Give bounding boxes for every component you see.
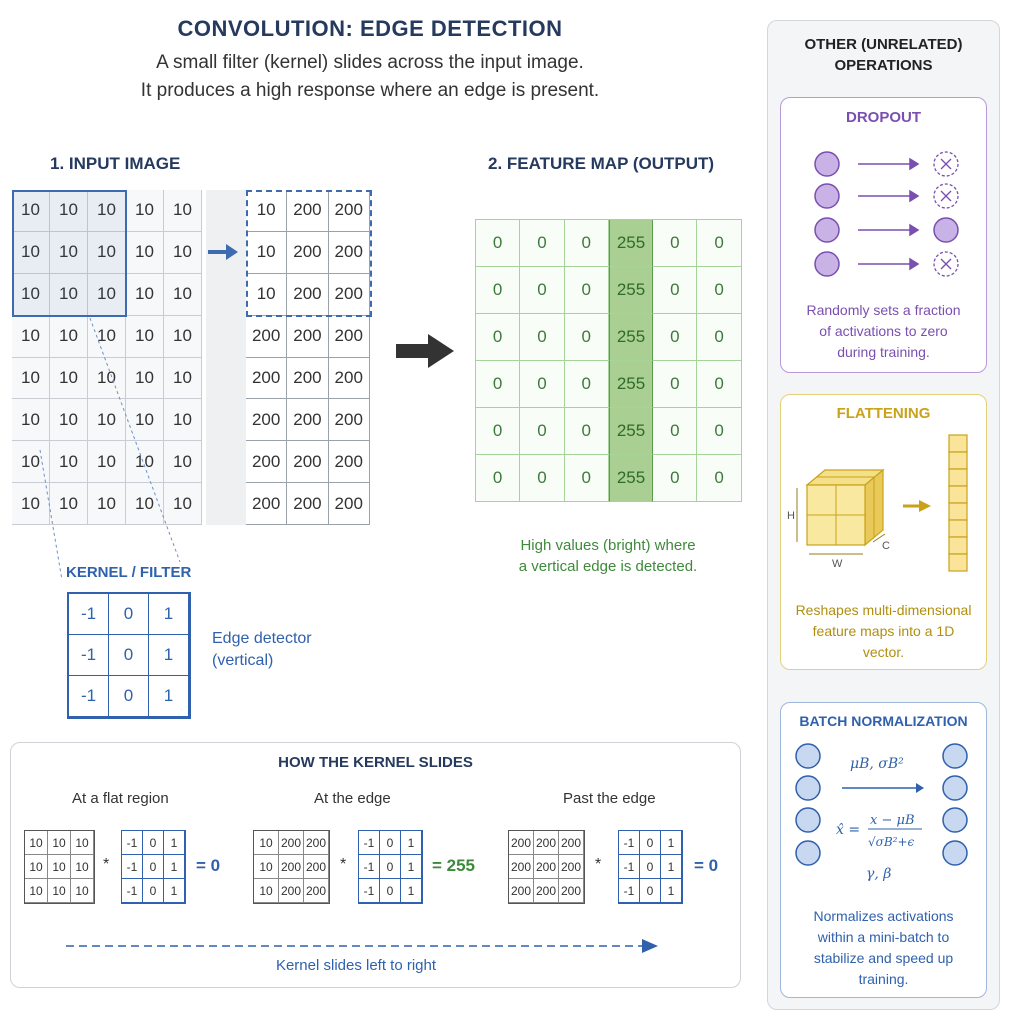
patch-value: 200 [304, 831, 329, 855]
dropout-diagram [810, 148, 965, 283]
step-label-flat: At a flat region [72, 790, 169, 807]
mini-kernel-value: 1 [164, 879, 185, 903]
mini-kernel-value: 1 [661, 855, 682, 879]
mini-kernel-value: -1 [359, 855, 380, 879]
input-pixel: 10 [164, 483, 202, 525]
batchnorm-desc-line-3: stabilize and speed up [813, 950, 954, 966]
kernel-grid [67, 592, 191, 719]
input-pixel: 10 [164, 441, 202, 483]
input-pixel: 10 [88, 232, 126, 274]
input-pixel: 200 [287, 190, 328, 232]
mini-kernel-value: 0 [143, 879, 164, 903]
patch-edge [253, 830, 330, 904]
flattening-diagram [785, 430, 980, 580]
feature-value-edge: 255 [609, 455, 653, 502]
result-edge: = 255 [432, 856, 476, 875]
batchnorm-desc-line-4: training. [858, 971, 909, 987]
patch-value: 200 [279, 855, 304, 879]
feature-value: 0 [520, 408, 564, 455]
patch-value: 200 [559, 831, 584, 855]
mini-kernel-value: 1 [401, 831, 422, 855]
sliding-footer: Kernel slides left to right [275, 957, 437, 974]
kernel-note-line-1: Edge detector [212, 630, 312, 647]
input-pixel: 10 [88, 274, 126, 316]
mini-kernel-value: 1 [401, 879, 422, 903]
patch-value: 10 [25, 831, 48, 855]
kernel-value: -1 [69, 594, 109, 635]
flattening-title: FLATTENING [836, 405, 931, 422]
input-pixel: 10 [12, 232, 50, 274]
feature-value-edge: 255 [609, 361, 653, 408]
input-pixel: 200 [329, 399, 370, 441]
feature-value: 0 [520, 220, 564, 267]
input-pixel: 10 [50, 316, 88, 358]
patch-value: 10 [71, 831, 94, 855]
batchnorm-formula-top: μB, σB² [850, 756, 904, 772]
kernel-value: 0 [109, 676, 149, 717]
feature-value: 0 [476, 267, 520, 314]
sidebar-heading-line-2: OPERATIONS [834, 57, 933, 74]
input-pixel: 10 [12, 358, 50, 400]
input-pixel: 10 [50, 274, 88, 316]
input-pixel: 10 [164, 358, 202, 400]
input-pixel: 10 [50, 358, 88, 400]
patch-value: 200 [534, 855, 559, 879]
feature-value: 0 [565, 314, 609, 361]
patch-value: 10 [71, 855, 94, 879]
mini-kernel-value: -1 [122, 855, 143, 879]
mini-kernel-value: -1 [122, 831, 143, 855]
feature-map-heading: 2. FEATURE MAP (OUTPUT) [488, 154, 715, 173]
mini-kernel-value: 0 [640, 831, 661, 855]
dropout-desc-line-3: during training. [837, 344, 930, 360]
feature-value: 0 [520, 455, 564, 502]
page-title: CONVOLUTION: EDGE DETECTION [177, 16, 563, 41]
dropout-desc-line-2: of activations to zero [819, 323, 948, 339]
feature-value: 0 [653, 455, 697, 502]
mini-kernel-value: 1 [164, 831, 185, 855]
mini-kernel-value: 0 [640, 855, 661, 879]
dropout-title: DROPOUT [846, 109, 921, 126]
input-pixel: 10 [126, 483, 164, 525]
input-pixel: 10 [12, 441, 50, 483]
mini-kernel-value: 0 [380, 879, 401, 903]
feature-value: 0 [565, 455, 609, 502]
flattening-desc-line-2: feature maps into a 1D [812, 623, 955, 639]
input-pixel: 200 [329, 274, 370, 316]
patch-value: 10 [25, 855, 48, 879]
input-pixel: 200 [246, 358, 287, 400]
input-pixel: 10 [164, 232, 202, 274]
input-pixel: 10 [126, 441, 164, 483]
input-pixel: 10 [88, 358, 126, 400]
dropout-desc-line-1: Randomly sets a fraction [806, 302, 961, 318]
input-pixel: 10 [126, 316, 164, 358]
input-pixel: 200 [287, 274, 328, 316]
mini-kernel-value: 1 [164, 855, 185, 879]
kernel-projection-lines [0, 300, 200, 580]
feature-value: 0 [520, 267, 564, 314]
feature-value: 0 [476, 314, 520, 361]
input-pixel: 10 [126, 190, 164, 232]
input-pixel: 200 [329, 232, 370, 274]
feature-value: 0 [697, 408, 741, 455]
patch-value: 200 [559, 879, 584, 903]
feature-value: 0 [697, 220, 741, 267]
input-pixel: 10 [50, 399, 88, 441]
feature-value: 0 [653, 361, 697, 408]
step-label-past: Past the edge [563, 790, 656, 807]
feature-value: 0 [697, 267, 741, 314]
input-pixel: 10 [164, 274, 202, 316]
svg-text:x̂ =: x̂ = [836, 822, 861, 838]
input-pixel: 10 [12, 316, 50, 358]
flattening-desc-line-1: Reshapes multi-dimensional [795, 602, 972, 618]
feature-value: 0 [520, 361, 564, 408]
input-pixel: 10 [12, 399, 50, 441]
subtitle-line-2: It produces a high response where an edge is present. [140, 80, 600, 101]
patch-value: 200 [304, 879, 329, 903]
feature-value: 0 [697, 314, 741, 361]
input-pixel: 10 [88, 316, 126, 358]
input-pixel: 10 [88, 399, 126, 441]
feature-value-edge: 255 [609, 220, 653, 267]
patch-value: 200 [534, 879, 559, 903]
mini-kernel-edge [358, 830, 423, 904]
patch-value: 200 [509, 855, 534, 879]
kernel-value: 1 [149, 676, 189, 717]
feature-value: 0 [653, 408, 697, 455]
input-pixel: 10 [246, 232, 287, 274]
mini-kernel-past [618, 830, 683, 904]
patch-value: 200 [534, 831, 559, 855]
input-pixel: 10 [12, 274, 50, 316]
input-pixel: 10 [88, 190, 126, 232]
flattening-desc-line-3: vector. [862, 644, 905, 660]
input-pixel: 200 [246, 483, 287, 525]
mini-kernel-value: 1 [401, 855, 422, 879]
input-pixel: 200 [329, 190, 370, 232]
input-pixel: 10 [246, 274, 287, 316]
flatten-label-h: H [787, 510, 795, 522]
kernel-value: 1 [149, 635, 189, 676]
input-pixel: 10 [88, 441, 126, 483]
patch-value: 200 [559, 855, 584, 879]
batchnorm-formula-gamma: γ, β [866, 866, 892, 882]
patch-value: 10 [254, 855, 279, 879]
kernel-value: 0 [109, 594, 149, 635]
mini-kernel-value: 1 [661, 831, 682, 855]
kernel-note-line-2: (vertical) [212, 652, 274, 669]
batchnorm-desc-line-1: Normalizes activations [813, 908, 954, 924]
kernel-heading: KERNEL / FILTER [66, 564, 192, 581]
result-flat: = 0 [196, 856, 221, 875]
slide-direction-arrow-icon [66, 936, 662, 956]
mini-kernel-value: -1 [359, 831, 380, 855]
feature-value: 0 [697, 361, 741, 408]
feature-value: 0 [653, 267, 697, 314]
patch-value: 10 [48, 879, 71, 903]
flatten-label-w: W [832, 558, 843, 570]
input-pixel: 10 [50, 190, 88, 232]
result-past: = 0 [694, 856, 719, 875]
feature-value: 0 [653, 314, 697, 361]
mini-kernel-value: 1 [661, 879, 682, 903]
feature-value: 0 [565, 361, 609, 408]
input-pixel: 200 [287, 358, 328, 400]
patch-value: 10 [71, 879, 94, 903]
feature-map-caption-line-1: High values (bright) where [520, 537, 696, 554]
sliding-heading: HOW THE KERNEL SLIDES [278, 754, 473, 771]
input-pixel: 200 [287, 441, 328, 483]
feature-value-edge: 255 [609, 408, 653, 455]
input-pixel: 200 [287, 399, 328, 441]
input-pixel: 200 [329, 441, 370, 483]
kernel-value: -1 [69, 635, 109, 676]
mini-kernel-value: -1 [619, 831, 640, 855]
input-pixel: 10 [164, 190, 202, 232]
mini-kernel-value: 0 [380, 855, 401, 879]
kernel-value: -1 [69, 676, 109, 717]
feature-value: 0 [697, 455, 741, 502]
feature-map-grid [475, 219, 742, 502]
input-pixel: 10 [126, 399, 164, 441]
kernel-value: 1 [149, 594, 189, 635]
input-pixel: 10 [88, 483, 126, 525]
input-pixel: 200 [287, 232, 328, 274]
feature-value: 0 [476, 220, 520, 267]
patch-value: 10 [254, 879, 279, 903]
input-pixel: 10 [164, 399, 202, 441]
mini-kernel-value: -1 [619, 855, 640, 879]
input-pixel: 10 [50, 483, 88, 525]
flatten-label-c: C [882, 540, 890, 552]
patch-value: 10 [25, 879, 48, 903]
batchnorm-desc-line-2: within a mini-batch to [817, 929, 950, 945]
patch-value: 200 [509, 879, 534, 903]
patch-value: 200 [509, 831, 534, 855]
kernel-value: 0 [109, 635, 149, 676]
patch-past [508, 830, 585, 904]
batchnorm-title: BATCH NORMALIZATION [799, 713, 968, 729]
patch-value: 10 [254, 831, 279, 855]
patch-value: 200 [279, 831, 304, 855]
input-pixel: 200 [246, 399, 287, 441]
convolve-operator: * [340, 856, 347, 873]
input-pixel: 10 [246, 190, 287, 232]
feature-value: 0 [520, 314, 564, 361]
patch-flat [24, 830, 95, 904]
step-label-edge: At the edge [314, 790, 391, 807]
feature-value: 0 [653, 220, 697, 267]
patch-value: 200 [304, 855, 329, 879]
subtitle-line-1: A small filter (kernel) slides across the input image. [156, 52, 584, 73]
convolve-operator: * [103, 856, 110, 873]
patch-value: 10 [48, 831, 71, 855]
feature-value: 0 [476, 361, 520, 408]
input-pixel: 10 [12, 483, 50, 525]
input-pixel: 10 [12, 190, 50, 232]
mini-kernel-value: 0 [640, 879, 661, 903]
input-pixel: 200 [287, 483, 328, 525]
input-pixel: 200 [329, 483, 370, 525]
input-pixel: 10 [126, 274, 164, 316]
mini-kernel-flat [121, 830, 186, 904]
mini-kernel-value: -1 [359, 879, 380, 903]
big-arrow-icon [396, 334, 456, 368]
mini-kernel-value: 0 [143, 831, 164, 855]
input-pixel: 200 [329, 316, 370, 358]
input-pixel: 10 [50, 232, 88, 274]
arrow-right-icon [206, 240, 240, 264]
feature-value: 0 [565, 408, 609, 455]
input-image-heading: 1. INPUT IMAGE [50, 154, 181, 173]
mini-kernel-value: -1 [122, 879, 143, 903]
mini-kernel-value: 0 [380, 831, 401, 855]
feature-value-edge: 255 [609, 314, 653, 361]
patch-value: 10 [48, 855, 71, 879]
input-pixel: 200 [287, 316, 328, 358]
svg-text:√σB²+ϵ: √σB²+ϵ [868, 835, 915, 849]
input-pixel: 200 [246, 316, 287, 358]
input-pixel: 200 [329, 358, 370, 400]
feature-map-caption-line-2: a vertical edge is detected. [518, 558, 698, 575]
patch-value: 200 [279, 879, 304, 903]
feature-value-edge: 255 [609, 267, 653, 314]
input-pixel: 10 [50, 441, 88, 483]
kernel-window-highlight [12, 190, 127, 317]
convolve-operator: * [595, 856, 602, 873]
svg-text:x − μB: x − μB [870, 813, 915, 828]
mini-kernel-value: 0 [143, 855, 164, 879]
kernel-window-dashed [246, 190, 372, 317]
input-pixel: 10 [126, 358, 164, 400]
mini-kernel-value: -1 [619, 879, 640, 903]
input-pixel: 10 [126, 232, 164, 274]
feature-value: 0 [565, 220, 609, 267]
input-pixel: 10 [164, 316, 202, 358]
feature-value: 0 [476, 408, 520, 455]
feature-value: 0 [476, 455, 520, 502]
input-pixel: 200 [246, 441, 287, 483]
feature-value: 0 [565, 267, 609, 314]
sidebar-heading-line-1: OTHER (UNRELATED) [804, 36, 963, 53]
